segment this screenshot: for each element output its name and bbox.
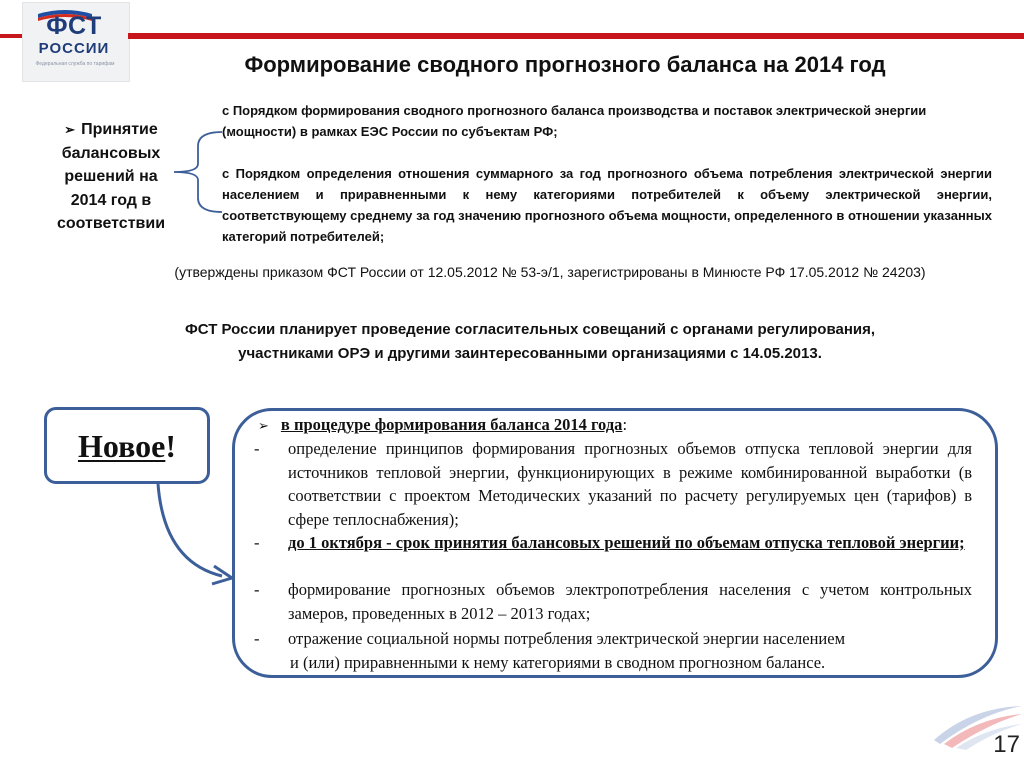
new-word: Новое <box>77 427 166 464</box>
bullet-dash: - <box>254 533 260 552</box>
list-item-deadline: до 1 октября - срок принятия балансовых решений по объемам отпуска тепловой энергии; <box>288 533 965 552</box>
list-item-line-2: и (или) приравненными к нему категориями в сводном прогнозном балансе. <box>290 652 826 672</box>
list-item: формирование прогнозных объемов электропотребления населения с учетом контрольных замеров, проведенных в 2012 – 2013 годах; <box>288 580 972 623</box>
decision-label-text: Принятие балансовых решений на 2014 год в соответствии <box>56 121 166 232</box>
decision-label <box>48 118 174 236</box>
bullet-dash: - <box>254 629 260 648</box>
bullet-dash: - <box>254 580 260 599</box>
logo-country: РОССИИ <box>38 40 110 57</box>
page-title: Формирование сводного прогнозного баланса на 2014 год <box>244 52 886 77</box>
logo-subtitle: Федеральная служба по тарифам <box>35 61 115 67</box>
header-divider-left <box>0 34 22 38</box>
procedure-heading-text: в процедуре формирования баланса 2014 года <box>280 415 623 434</box>
plan-statement <box>60 318 1000 366</box>
new-callout-text <box>78 428 176 464</box>
plan-statement-line-2: участниками ОРЭ и другими заинтересованными организациями с 14.05.2013. <box>238 345 822 362</box>
list-item: определение принципов формирования прогнозных объемов отпуска тепловой энергии для источников тепловой энергии, функционирующих в режиме комбинированной выработки (в соответствии с проектом Методических указаний по расчету регулируемых цен (тарифов) в сфере теплоснабжения); <box>288 439 972 529</box>
plan-statement-line-1: ФСТ России планирует проведение согласительных совещаний с органами регулирования, <box>184 321 876 338</box>
approval-note: (утверждены приказом ФСТ России от 12.05.2012 № 53-э/1, зарегистрированы в Минюсте РФ 17.05.2012 № 24203) <box>174 264 926 280</box>
procedure-heading-colon: : <box>622 415 628 434</box>
arrow-bullet-icon: ➢ <box>64 122 76 137</box>
header-divider <box>128 33 1024 39</box>
procedure-heading <box>258 413 978 438</box>
arrow-bullet-icon: ➢ <box>258 418 269 433</box>
curly-brace-icon <box>168 100 228 215</box>
new-exclamation: ! <box>165 427 176 464</box>
new-callout <box>44 407 210 484</box>
list-item-line-1: отражение социальной нормы потребления электрической энергии населением <box>288 629 846 648</box>
bullet-dash: - <box>254 439 260 458</box>
paragraph-procedure-balance: с Порядком формирования сводного прогнозного баланса производства и поставок электрической энергии (мощности) в рамках ЕЭС России по субъектам РФ; <box>222 103 927 139</box>
paragraph-procedure-ratio: с Порядком определения отношения суммарного за год прогнозного объема потребления электрической энергии населением и приравненными к нему категориями потребителей к объему электрической энергии, соответствующему среднему за год значению прогнозного объема мощности, определенного в отношении указанных категорий потребителей; <box>222 166 992 244</box>
list-item <box>288 627 988 674</box>
page-number: 17 <box>993 731 1020 758</box>
logo-abbr: ФСТ <box>46 12 102 40</box>
